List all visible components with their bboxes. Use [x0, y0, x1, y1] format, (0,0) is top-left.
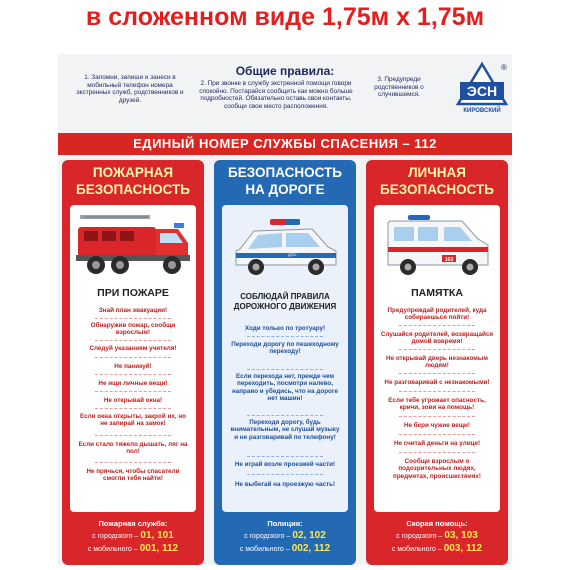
service-name: Скорая помощь:: [406, 519, 468, 528]
rule-line: Не паникуй!: [114, 363, 152, 370]
heading-line: ЛИЧНАЯ: [408, 165, 466, 180]
general-rules-title: Общие правила:: [235, 64, 335, 78]
phone-label: с мобильного –: [391, 546, 442, 553]
card-title: ПАМЯТКА: [411, 287, 463, 299]
road-safety-column: [214, 160, 356, 565]
rule-separator: [95, 408, 171, 409]
rule-line: Если тебе угрожает опасность, кричи, зови на помощь!: [388, 397, 486, 412]
rule-line: Не разговаривай с незнакомыми!: [384, 379, 490, 386]
svg-text:ДПС: ДПС: [288, 252, 297, 257]
card-title: СОБЛЮДАЙ ПРАВИЛА ДОРОЖНОГО ДВИЖЕНИЯ: [233, 292, 337, 311]
card-title: ПРИ ПОЖАРЕ: [97, 287, 169, 299]
rule-line: Не прячься, чтобы спасатели смогли тебя найти!: [86, 468, 180, 483]
rule-line: Если стало тяжело дышать, ляг на пол!: [78, 441, 188, 456]
rule-line: Следуй указаниям учителя!: [89, 345, 177, 352]
phone-row: [62, 530, 204, 543]
rules-card: [374, 205, 500, 512]
emergency-banner: ЕДИНЫЙ НОМЕР СЛУЖБЫ СПАСЕНИЯ – 112: [58, 133, 512, 155]
service-phones: [366, 518, 508, 556]
service-name: Пожарная служба:: [98, 519, 168, 528]
logo-subtitle: КИРОВСКИЙ: [463, 108, 501, 114]
phone-row: [214, 543, 356, 556]
rule-line: Предупреждай родителей, куда собираешься пойти!: [387, 307, 487, 322]
personal-safety-column: [366, 160, 508, 565]
service-phones: [214, 518, 356, 556]
phone-row: [366, 530, 508, 543]
rules-card: [222, 205, 348, 512]
rule-separator: [399, 325, 475, 326]
rule-line: Не открывай дверь незнакомым людям!: [386, 355, 488, 370]
rule-separator: [399, 452, 475, 453]
svg-text:103: 103: [444, 257, 454, 263]
rule-separator: [247, 369, 323, 370]
rule-separator: [399, 434, 475, 435]
rule-separator: [247, 415, 323, 416]
phone-number: 03, 103: [444, 530, 478, 541]
rule-line: Не играй возле проезжей части!: [234, 461, 336, 468]
heading-line: БЕЗОПАСНОСТЬ: [228, 165, 342, 180]
rule-separator: [95, 374, 171, 375]
rule-separator: [247, 336, 323, 337]
poster: [58, 54, 512, 565]
rule-line: Не ищи личные вещи!: [98, 380, 168, 387]
logo-text: ЭСН: [466, 83, 498, 99]
column-heading: [214, 164, 356, 198]
phone-number: 003, 112: [443, 543, 483, 554]
rule-separator: [399, 391, 475, 392]
rule-line: Не бери чужие вещи!: [403, 422, 471, 429]
logo: [454, 60, 510, 118]
rule-separator: [95, 357, 171, 358]
heading-line: БЕЗОПАСНОСТЬ: [76, 182, 190, 197]
rule-separator: [399, 416, 475, 417]
fire-safety-column: [62, 160, 204, 565]
rule-line: Сообщи взрослым о подозрительных людях, предметах, происшествиях!: [393, 458, 481, 480]
fire-truck-icon: [74, 209, 192, 281]
phone-number: 002, 112: [291, 543, 331, 554]
rule-separator: [95, 462, 171, 463]
heading-line: НА ДОРОГЕ: [245, 182, 325, 197]
column-heading: [366, 164, 508, 198]
general-rules: [58, 54, 512, 132]
rule-line: Переходя дорогу, будь внимательным, не слушай музыку и не разговаривай по телефону!: [230, 419, 340, 441]
rule-line: Не выбегай на проезжую часть!: [234, 481, 336, 488]
rule-separator: [399, 373, 475, 374]
phone-label: с городского –: [396, 533, 443, 540]
rules-card: [70, 205, 196, 512]
rule-3: 3. Предупреди родственников о случившемся.: [374, 76, 424, 99]
phone-row: [366, 543, 508, 556]
service-name: Полиция:: [267, 519, 303, 528]
rule-separator: [247, 474, 323, 475]
rule-separator: [247, 456, 323, 457]
phone-number: 001, 112: [139, 543, 179, 554]
rule-line: Ходи только по тротуару!: [244, 325, 326, 332]
rule-1: 1. Запомни, запиши и занеси в мобильный телефон номера экстренных служб, родственников и друзей.: [76, 74, 184, 104]
phone-label: с мобильного –: [87, 546, 138, 553]
column-heading: [62, 164, 204, 198]
service-phones: [62, 518, 204, 556]
rule-separator: [95, 391, 171, 392]
rule-separator: [399, 349, 475, 350]
rule-line: Слушайся родителей, возвращайся домой вовремя!: [380, 331, 494, 346]
caption: в сложенном виде 1,75м х 1,75м: [85, 3, 485, 31]
police-car-icon: [226, 209, 344, 281]
phone-label: с мобильного –: [239, 546, 290, 553]
phone-label: с городского –: [244, 533, 291, 540]
rule-line: Переходи дорогу по пешеходному переходу!: [231, 341, 339, 356]
rule-separator: [95, 435, 171, 436]
rule-2: 2. При звонке в службу экстренной помощи говори спокойно. Постарайся сообщить как можно больше подробностей. Обязательно оставь свои контакты, сообщи свое место расположения.: [199, 80, 353, 110]
phone-number: 01, 101: [140, 530, 174, 541]
phone-row: [214, 530, 356, 543]
phone-row: [62, 543, 204, 556]
rule-line: Если окна открыты, закрой их, но не запирай на замок!: [79, 413, 187, 428]
heading-line: ПОЖАРНАЯ: [92, 165, 174, 180]
heading-line: БЕЗОПАСНОСТЬ: [380, 182, 494, 197]
phone-label: с городского –: [92, 533, 139, 540]
rule-line: Обнаружив пожар, сообщи взрослым!: [90, 322, 176, 337]
rule-line: Если перехода нет, прежде чем переходить, посмотри налево, направо и убедись, что на дороге нет машин!: [231, 373, 339, 403]
rule-separator: [95, 340, 171, 341]
registered-mark: ®: [501, 63, 507, 72]
rule-line: Не считай деньги на улице!: [393, 440, 481, 447]
rule-line: Знай план эвакуации!: [98, 307, 168, 314]
rule-line: Не открывай окна!: [103, 397, 163, 404]
rule-separator: [95, 318, 171, 319]
ambulance-icon: [378, 209, 496, 281]
phone-number: 02, 102: [292, 530, 326, 541]
